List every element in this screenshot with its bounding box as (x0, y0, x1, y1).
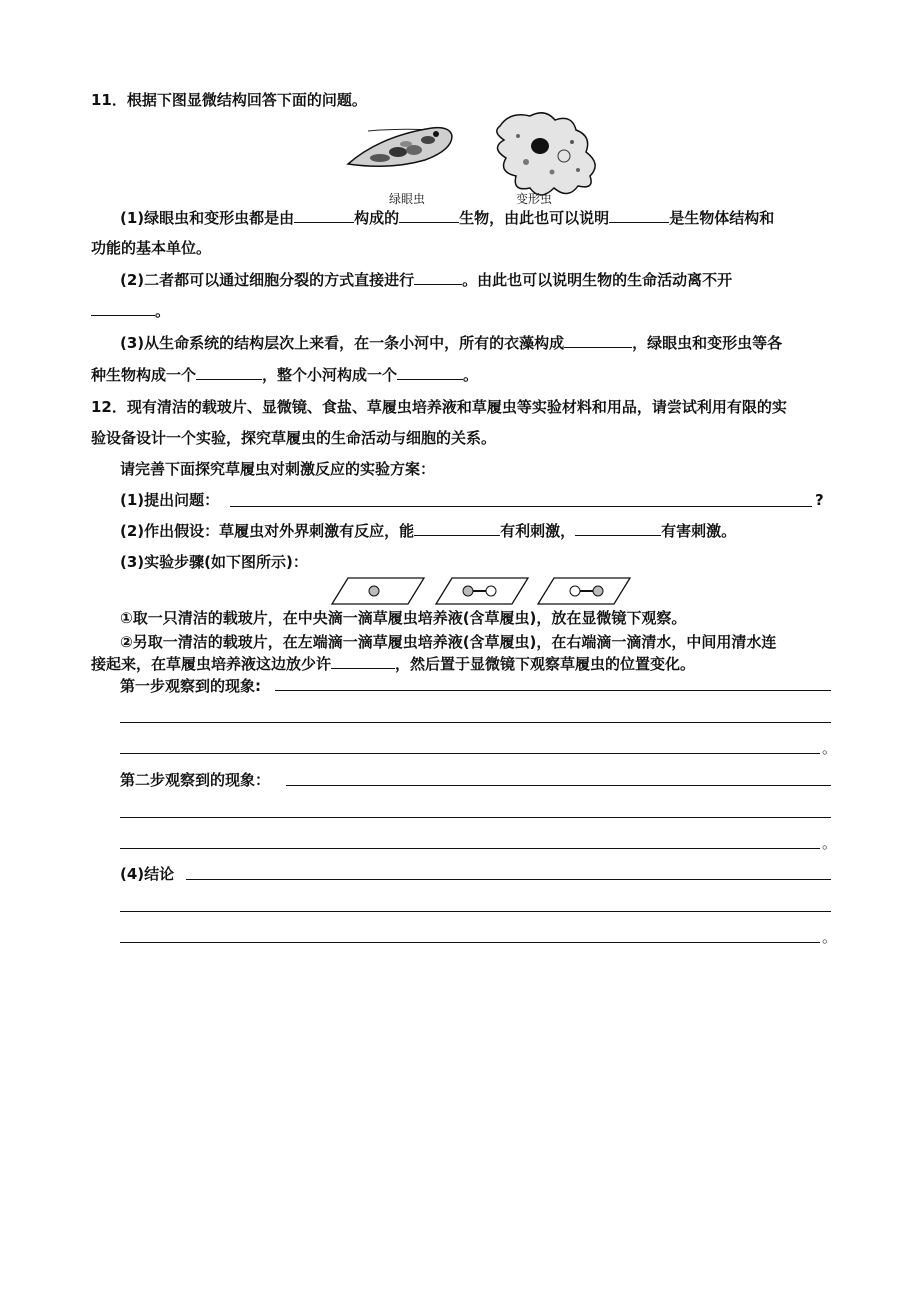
conclusion-answer-line[interactable] (120, 942, 820, 943)
answer-blank[interactable] (575, 521, 661, 536)
answer-blank[interactable] (331, 654, 395, 669)
answer-blank[interactable] (609, 208, 669, 223)
q12-step-2-text-b: ，然后置于显微镜下观察草履虫的位置变化。 (395, 655, 696, 673)
q12-step-2-text-a: 接起来，在草履虫培养液这边放少许 (91, 655, 332, 673)
protozoa-figure (340, 106, 630, 206)
q11-part1-text-b: 构成的 (354, 209, 400, 227)
answer-blank[interactable] (414, 521, 500, 536)
q11-part2-text-a: (2)二者都可以通过细胞分裂的方式直接进行 (120, 271, 415, 289)
q11-part3-text-e: 。 (463, 366, 479, 384)
q11-part2-line1 (120, 270, 732, 290)
slide-3 (538, 578, 630, 604)
answer-blank[interactable] (414, 270, 462, 285)
q11-part1-text-a: (1)绿眼虫和变形虫都是由 (120, 209, 295, 227)
q12-title-line1: 12．现有清洁的载玻片、显微镜、食盐、草履虫培养液和草履虫等实验材料和用品，请尝试利用有限的实 (91, 398, 787, 416)
amoeba-caption: 变形虫 (516, 192, 553, 206)
q11-part3-line2 (91, 365, 478, 385)
question-mark: ? (815, 491, 824, 509)
q11-part3-text-c: 种生物构成一个 (91, 366, 197, 384)
obs2-label: 第二步观察到的现象： (120, 771, 271, 789)
obs1-answer-line[interactable] (120, 753, 820, 754)
question-answer-line[interactable] (230, 506, 812, 507)
q11-part1-text-d: 是生物体结构和 (669, 209, 775, 227)
q12-intro: 请完善下面探究草履虫对刺激反应的实验方案： (120, 460, 436, 478)
answer-blank[interactable] (294, 208, 354, 223)
answer-blank[interactable] (564, 333, 632, 348)
q12-step-1: ①取一只清洁的载玻片，在中央滴一滴草履虫培养液(含草履虫)，放在显微镜下观察。 (120, 609, 687, 627)
q11-part1-line2: 功能的基本单位。 (91, 239, 212, 257)
q12-steps-label: (3)实验步骤(如下图所示)： (120, 553, 308, 571)
answer-blank[interactable] (91, 301, 155, 316)
q11-part2-text-b: 。由此也可以说明生物的生命活动离不开 (462, 271, 733, 289)
obs1-period: 。 (822, 739, 838, 757)
q11-part2-line2 (91, 301, 170, 321)
slides-figure (318, 574, 638, 608)
conclusion-label: (4)结论 (120, 865, 175, 883)
answer-blank[interactable] (397, 365, 463, 380)
q11-part3-text-b: ，绿眼虫和变形虫等各 (632, 334, 783, 352)
obs2-answer-line[interactable] (120, 817, 831, 818)
q12-hypothesis (120, 521, 736, 541)
amoeba-illustration (497, 113, 595, 195)
q11-part3-line1 (120, 333, 782, 353)
q11-part3-text-d: ，整个小河构成一个 (262, 366, 398, 384)
q12-step-2-line2 (91, 654, 695, 674)
obs2-answer-line[interactable] (120, 848, 820, 849)
obs2-answer-line[interactable] (286, 785, 831, 786)
obs1-label: 第一步观察到的现象: (120, 677, 261, 695)
obs1-answer-line[interactable] (120, 722, 831, 723)
answer-blank[interactable] (399, 208, 459, 223)
q11-part2-text-c: 。 (155, 302, 171, 320)
conclusion-answer-line[interactable] (120, 911, 831, 912)
slide-1 (332, 578, 424, 604)
obs1-answer-line[interactable] (275, 690, 831, 691)
answer-blank[interactable] (196, 365, 262, 380)
conclusion-period: 。 (822, 928, 838, 946)
q12-step-2-line1: ②另取一清洁的载玻片，在左端滴一滴草履虫培养液(含草履虫)，在右端滴一滴清水，中间用清水连 (120, 633, 777, 651)
q12-hypothesis-text-c: 有害刺激。 (661, 522, 737, 540)
slide-2 (436, 578, 528, 604)
q11-title: 11．根据下图显微结构回答下面的问题。 (91, 91, 367, 109)
q12-hypothesis-text-a: (2)作出假设：草履虫对外界刺激有反应，能 (120, 522, 415, 540)
euglena-illustration (348, 128, 452, 167)
euglena-caption: 绿眼虫 (389, 192, 426, 206)
q11-part1-text-c: 生物，由此也可以说明 (459, 209, 610, 227)
q12-title-line2: 验设备设计一个实验，探究草履虫的生命活动与细胞的关系。 (91, 429, 497, 447)
q12-step1-label: (1)提出问题： (120, 491, 220, 509)
q11-part3-text-a: (3)从生命系统的结构层次上来看，在一条小河中，所有的衣藻构成 (120, 334, 565, 352)
obs2-period: 。 (822, 834, 838, 852)
q12-hypothesis-text-b: 有利刺激， (500, 522, 576, 540)
q11-part1-line1 (120, 208, 774, 228)
conclusion-answer-line[interactable] (186, 879, 831, 880)
